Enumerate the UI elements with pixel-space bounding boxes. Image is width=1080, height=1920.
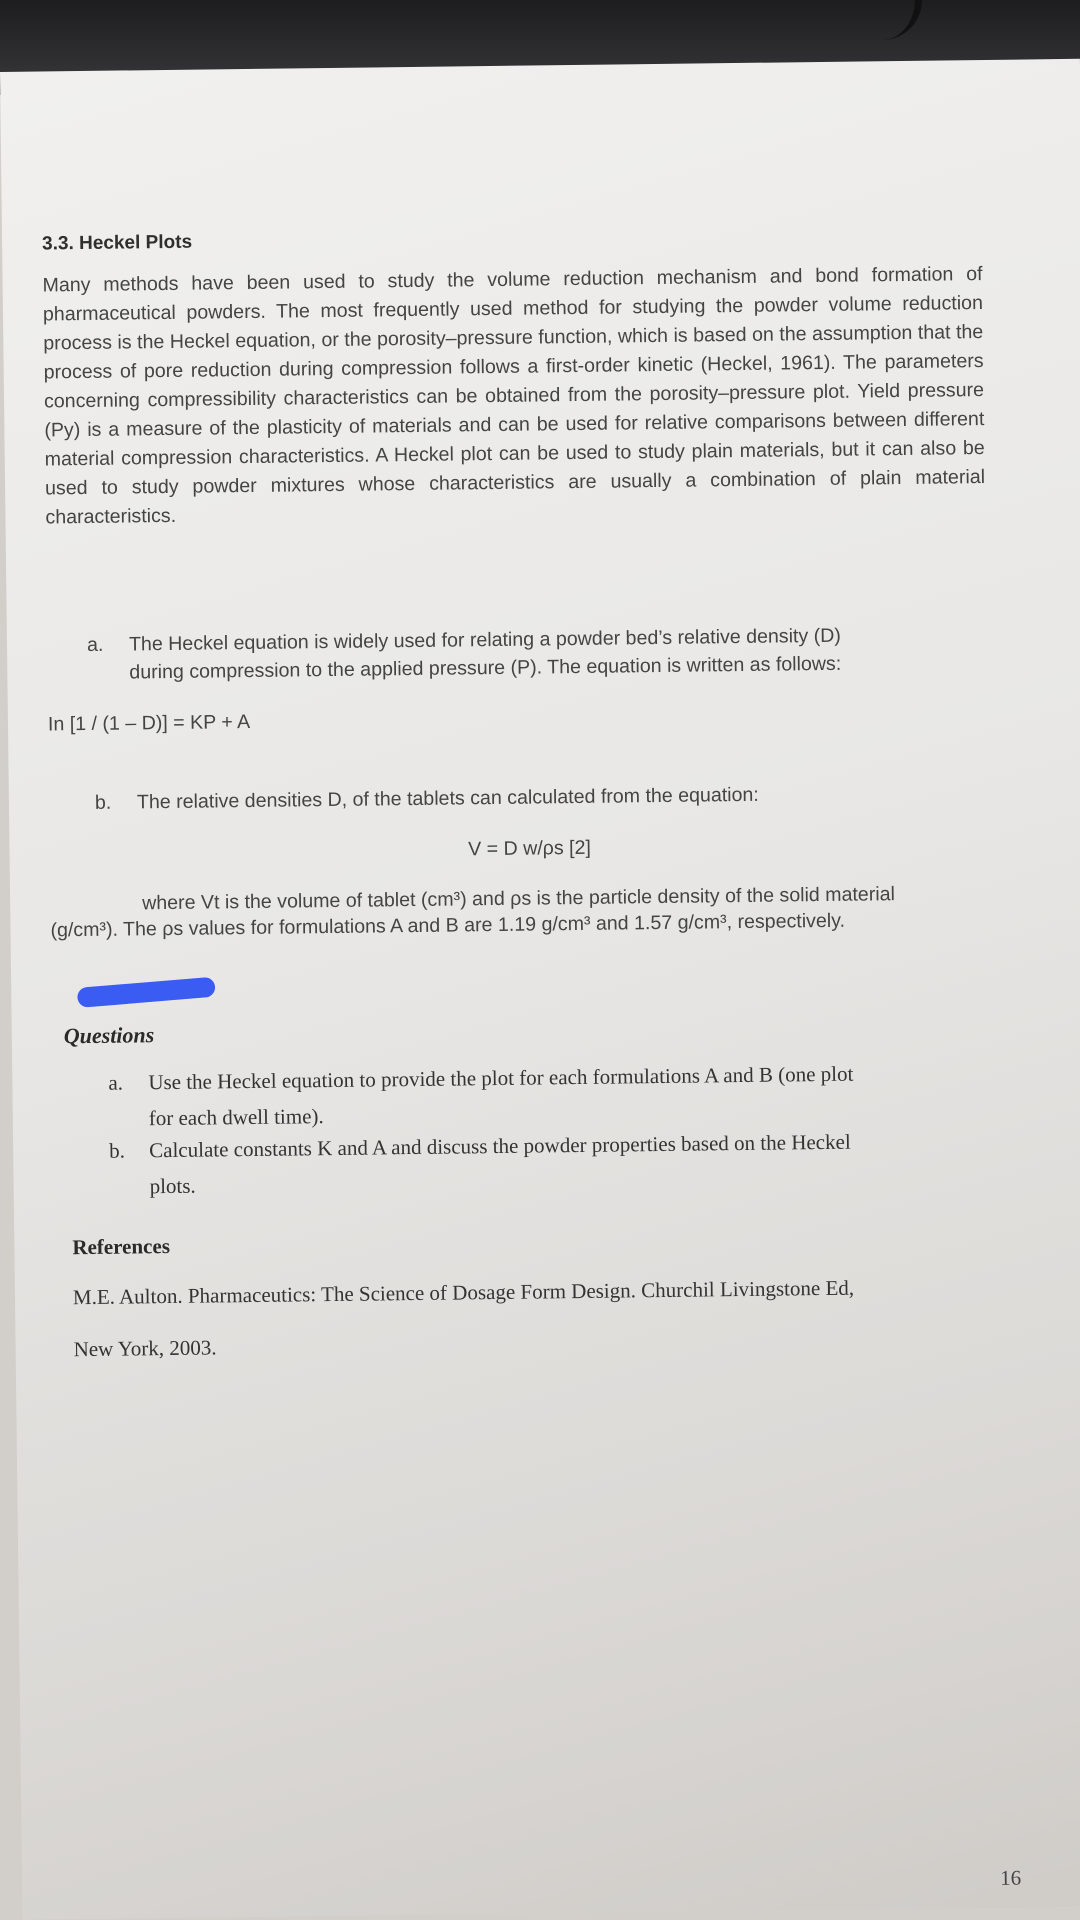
list-item-a — [87, 620, 1008, 691]
monitor-cable — [855, 0, 922, 40]
section-heading: 3.3. Heckel Plots — [41, 231, 193, 255]
document-page — [0, 59, 1080, 1920]
density-equation: V = D w/ρs [2] — [468, 836, 592, 861]
references-title: References — [72, 1234, 171, 1260]
question-marker: b. — [109, 1138, 126, 1163]
question-item — [109, 1122, 1010, 1205]
question-text: Use the Heckel equation to provide the plot for each formulations A and B (one plot for each dwell time). — [148, 1061, 854, 1131]
list-item-text: The Heckel equation is widely used for relating a powder bed’s relative density (D) during compression to the applied pressure (P). The equation is written as follows: — [128, 624, 842, 684]
where-paragraph: where Vt is the volume of tablet (cm³) and ρs is the particle density of the solid material (g/cm³). The ρs values for formulations A and B are 1.19 g/cm³ and 1.57 g/cm³, respectively. — [50, 883, 896, 942]
list-item-b — [95, 778, 1015, 819]
list-marker: b. — [94, 791, 112, 814]
list-item-text: The relative densities D, of the tablets can calculated from the equation: — [136, 783, 759, 814]
redaction-scribble — [77, 977, 216, 1008]
page-number: 16 — [999, 1865, 1022, 1890]
questions-title: Questions — [63, 1022, 155, 1049]
heckel-equation: In [1 / (1 – D)] = KP + A — [47, 710, 251, 736]
question-text: Calculate constants K and A and discuss the powder properties based on the Heckel plots. — [149, 1129, 851, 1199]
list-marker: a. — [86, 633, 104, 656]
question-marker: a. — [108, 1070, 124, 1095]
intro-paragraph: Many methods have been used to study the volume reduction mechanism and bond formation of pharmaceutical powders. The most frequently used method for studying the powder volume reduction process is the Heckel equation, or the porosity–pressure function, which is based on the assumption that the process of pore reduction during compression follows a first-order kinetic (Heckel, 1961). The parameters concerning compressibility characteristics can be obtained from the porosity–pressure plot. Yield pressure (Py) is a measure of the plasticity of materials and can be used for relative comparisons between different material compression characteristics. A Heckel plot can be used to study plain materials, but it can also be used to study powder mixtures whose characteristics are usually a combination of plain material characteristics. — [42, 263, 986, 529]
reference-entry: M.E. Aulton. Pharmaceutics: The Science of Dosage Form Design. Churchil Livingstone Ed, New York, 2003. — [72, 1275, 855, 1362]
